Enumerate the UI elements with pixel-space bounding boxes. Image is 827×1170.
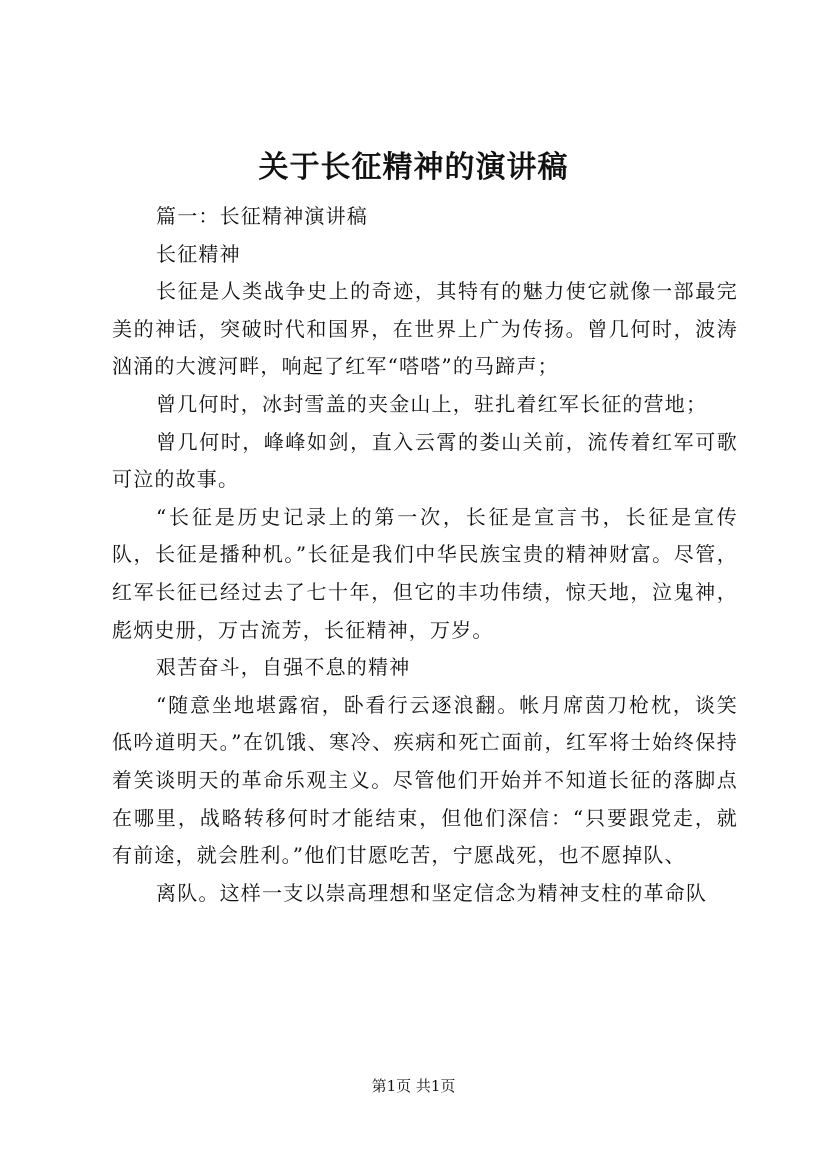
paragraph: “长征是历史记录上的第一次，长征是宣言书，长征是宣传队，长征是播种机。”长征是我们中华民族宝贵的精神财富。尽管，红军长征已经过去了七十年，但它的丰功伟绩，惊天地，泣鬼神，彪炳史册，万古流芳，长征精神，万岁。	[112, 504, 738, 642]
paragraph: “随意坐地堪露宿，卧看行云逐浪翻。帐月席茵刀枪枕，谈笑低吟道明天。”在饥饿、寒冷、疾病和死亡面前，红军将士始终保持着笑谈明天的革命乐观主义。尽管他们开始并不知道长征的落脚点在哪里，战略转移何时才能结束，但他们深信：“只要跟党走，就有前途，就会胜利。”他们甘愿吃苦，宁愿战死，也不愿掉队、	[112, 692, 738, 868]
paragraph: 离队。这样一支以崇高理想和坚定信念为精神支柱的革命队	[156, 880, 708, 905]
subheading: 长征精神	[156, 241, 241, 266]
page-footer: 第1页 共1页	[371, 1077, 456, 1095]
paragraph: 长征是人类战争史上的奇迹，其特有的魅力使它就像一部最完美的神话，突破时代和国界，在世界上广为传扬。曾几何时，波涛汹涌的大渡河畔，响起了红军“嗒嗒”的马蹄声；	[112, 279, 738, 379]
document-body	[112, 198, 738, 912]
document-title: 关于长征精神的演讲稿	[258, 150, 569, 185]
paragraph: 曾几何时，峰峰如剑，直入云霄的娄山关前，流传着红军可歌可泣的故事。	[112, 429, 738, 492]
subheading: 艰苦奋斗，自强不息的精神	[156, 655, 411, 680]
paragraph: 曾几何时，冰封雪盖的夹金山上，驻扎着红军长征的营地；	[156, 391, 708, 416]
section-heading: 篇一：长征精神演讲稿	[156, 204, 368, 228]
